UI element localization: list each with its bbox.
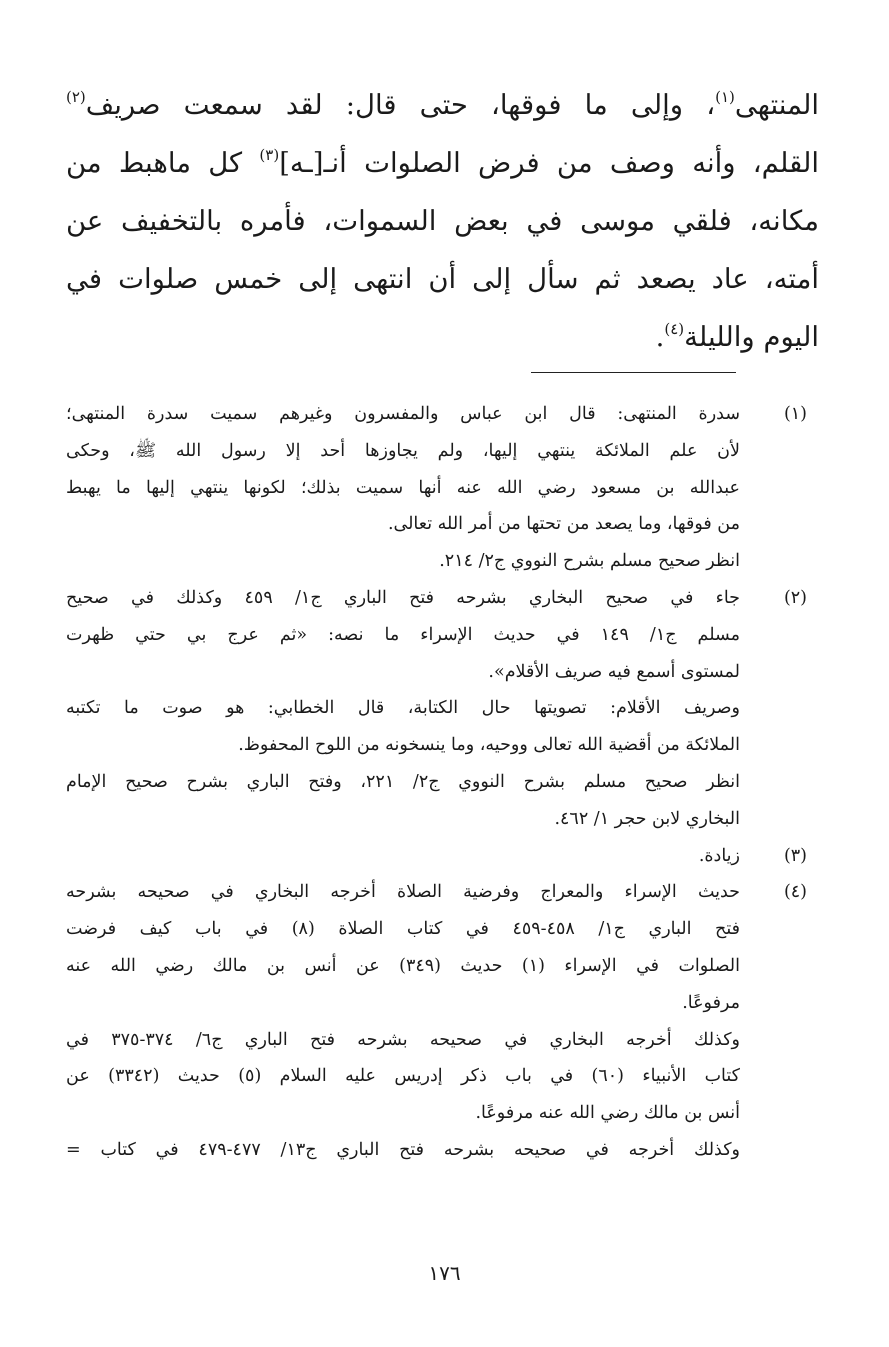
footnote-line: وصريف الأقلام: تصويتها حال الكتابة، قال الخطابي: هو صوت ما تكتبه (66, 698, 740, 719)
footnote-line: من فوقها، وما يصعد من تحتها من أمر الله تعالى. (387, 514, 740, 535)
footnote-line: وكذلك أخرجه البخاري في صحيحه بشرحه فتح الباري ج٦/ ٣٧٤-٣٧٥ في (66, 1029, 740, 1050)
footnote-line: أنس بن مالك رضي الله عنه مرفوعًا. (475, 1103, 740, 1124)
footnote (66, 838, 807, 875)
footnote-line: حديث الإسراء والمعراج وفرضية الصلاة أخرجه البخاري في صحيحه بشرحه (66, 882, 740, 903)
footnote-line: البخاري لابن حجر ١/ ٤٦٢. (554, 808, 740, 829)
page-number: ١٧٦ (428, 1261, 461, 1285)
footnote (66, 396, 807, 580)
footnote-line: لأن علم الملائكة ينتهي إليها، ولم يجاوزها أحد إلا رسول الله ﷺ، وحكى (66, 440, 740, 461)
footnotes (66, 396, 807, 1169)
main-text-line: أمته، عاد يصعد ثم سأل إلى أن انتهى إلى خمس صلوات في (66, 263, 819, 295)
footnote-line: زيادة. (698, 845, 740, 866)
main-text-line: اليوم والليلة$^{(٤)}$. (655, 320, 819, 353)
footnote (66, 580, 807, 838)
main-text-line: القلم، وأنه وصف من فرض الصلوات أنـ[ـه]$^{(٣)}$ كل ماهبط من (66, 146, 820, 179)
footnote-line: الملائكة من أقضية الله تعالى ووحيه، وما ينسخونه من اللوح المحفوظ. (238, 735, 740, 756)
footnote-line: لمستوى أسمع فيه صريف الأقلام». (488, 661, 740, 682)
footnote-line: سدرة المنتهى: قال ابن عباس والمفسرون وغيرهم سميت سدرة المنتهى؛ (66, 404, 740, 424)
main-text-line: المنتهى$^{(١)}$، وإلى ما فوقها، حتى قال: لقد سمعت صريف$^{(٢)}$ (66, 88, 819, 121)
footnote (66, 874, 807, 1168)
footnote-line: عبدالله بن مسعود رضي الله عنه أنها سميت بذلك؛ لكونها ينتهي إليها ما يهبط (66, 477, 740, 498)
footnote-number: (٣) (783, 845, 807, 866)
footnote-line: انظر صحيح مسلم بشرح النووي ج٢/ ٢١٤. (439, 551, 740, 572)
footnote-line: مرفوعًا. (682, 992, 740, 1013)
footnote-line: انظر صحيح مسلم بشرح النووي ج٢/ ٢٢١، وفتح الباري بشرح صحيح الإمام (66, 771, 740, 792)
footnote-line: الصلوات في الإسراء (١) حديث (٣٤٩) عن أنس بن مالك رضي الله عنه (66, 955, 740, 976)
footnote-number: (٤) (783, 882, 807, 903)
footnote-ref: (٢) (66, 88, 86, 106)
footnote-ref: (١) (715, 88, 735, 106)
footnote-divider (531, 372, 736, 373)
footnote-line: جاء في صحيح البخاري بشرحه فتح الباري ج١/ ٤٥٩ وكذلك في صحيح (66, 587, 741, 608)
footnote-ref: (٣) (259, 146, 280, 164)
footnote-line: مسلم ج١/ ١٤٩ في حديث الإسراء ما نصه: «ثم عرج بي حتي ظهرت (66, 624, 740, 645)
footnote-line: وكذلك أخرجه في صحيحه بشرحه فتح الباري ج١٣/ ٤٧٧-٤٧٩ في كتاب = (66, 1139, 740, 1160)
main-text-line: مكانه، فلقي موسى في بعض السموات، فأمره بالتخفيف عن (66, 205, 819, 237)
footnote-ref: (٤) (664, 320, 685, 338)
footnote-number: (٢) (783, 587, 807, 608)
footnote-number: (١) (783, 404, 807, 424)
footnote-line: كتاب الأنبياء (٦٠) في باب ذكر إدريس عليه السلام (٥) حديث (٣٣٤٢) عن (66, 1066, 740, 1087)
footnote-line: فتح الباري ج١/ ٤٥٨-٤٥٩ في كتاب الصلاة (٨) في باب كيف فرضت (66, 919, 740, 940)
main-text (66, 76, 819, 366)
